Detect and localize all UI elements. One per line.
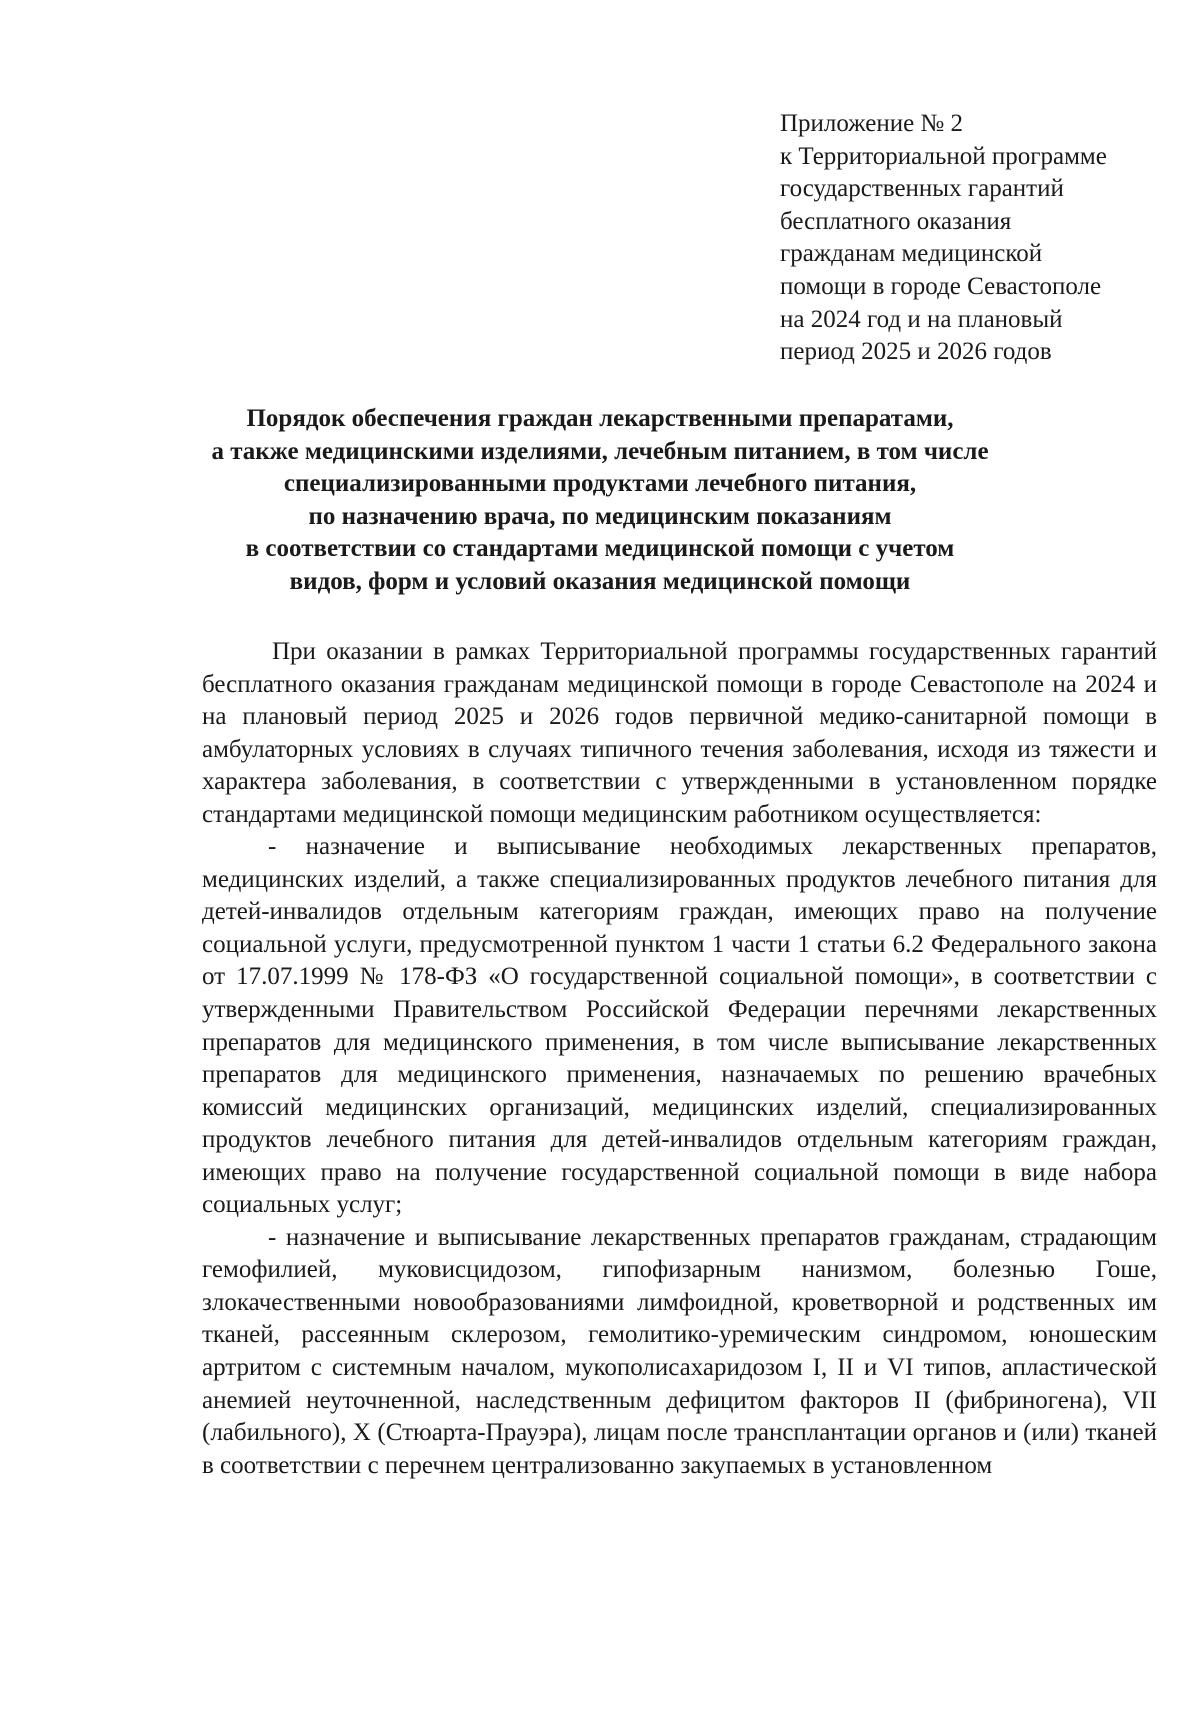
appendix-line: Приложение № 2: [780, 110, 964, 137]
title-line: видов, форм и условий оказания медицинской помощи: [289, 567, 911, 595]
title-line: Порядок обеспечения граждан лекарственными препаратами,: [246, 405, 954, 432]
appendix-header: [780, 108, 1180, 369]
title-line: по назначению врача, по медицинским показаниям: [308, 502, 892, 530]
title-line: специализированными продуктами лечебного питания,: [283, 470, 917, 498]
appendix-line: государственных гарантий: [780, 175, 1064, 203]
appendix-line: период 2025 и 2026 годов: [780, 338, 1052, 366]
list-item-prescription: - назначение и выписывание необходимых лекарственных препаратов, медицинских изделий, а также специализированных продуктов лечебного питания для детей-инвалидов отдельным категориям граждан, имеющих право на получение социальной услуги, предусмотренной пунктом 1 части 1 статьи 6.2 Федерального закона от 17.07.1999 № 178-ФЗ «О государственной социальной помощи», в соответствии с утвержденными Правительством Российской Федерации перечнями лекарственных препаратов для медицинского применения, в том числе выписывание лекарственных препаратов для медицинского применения, назначаемых по решению врачебных комиссий медицинских организаций, медицинских изделий, специализированных продуктов лечебного питания для детей-инвалидов отдельным категориям граждан, имеющих право на получение государственной социальной помощи в виде набора социальных услуг;: [202, 833, 1157, 1219]
appendix-line: бесплатного оказания: [780, 207, 1012, 235]
list-item-rare-diseases: - назначение и выписывание лекарственных препаратов гражданам, страдающим гемофилией, муковисцидозом, гипофизарным нанизмом, болезнью Гоше, злокачественными новообразованиями лимфоидной, кроветворной и родственных им тканей, рассеянным склерозом, гемолитико-уремическим синдромом, юношеским артритом с системным началом, мукополисахаридозом I, II и VI типов, апластической анемией неуточненной, наследственным дефицитом факторов II (фибриногена), VII (лабильного), X (Стюарта-Прауэра), лицам после трансплантации органов и (или) тканей в соответствии с перечнем централизованно закупаемых в установленном: [202, 1223, 1157, 1479]
title-line: в соответствии со стандартами медицинской помощи с учетом: [245, 535, 955, 563]
document-title: [150, 403, 1050, 599]
appendix-line: на 2024 год и на плановый: [780, 305, 1063, 333]
appendix-line: помощи в городе Севастополе: [780, 272, 1102, 300]
appendix-line: гражданам медицинской: [780, 240, 1043, 268]
title-line: а также медицинскими изделиями, лечебным питанием, в том числе: [211, 437, 989, 465]
document-body: [202, 636, 1157, 1482]
intro-paragraph: При оказании в рамках Территориальной программы государственных гарантий бесплатного оказания гражданам медицинской помощи в городе Севастополе на 2024 и на плановый период 2025 и 2026 годов первичной медико-санитарной помощи в амбулаторных условиях в случаях типичного течения заболевания, исходя из тяжести и характера заболевания, в соответствии с утвержденными в установленном порядке стандартами медицинской помощи медицинским работником осуществляется:: [202, 638, 1157, 828]
appendix-line: к Территориальной программе: [780, 142, 1107, 170]
